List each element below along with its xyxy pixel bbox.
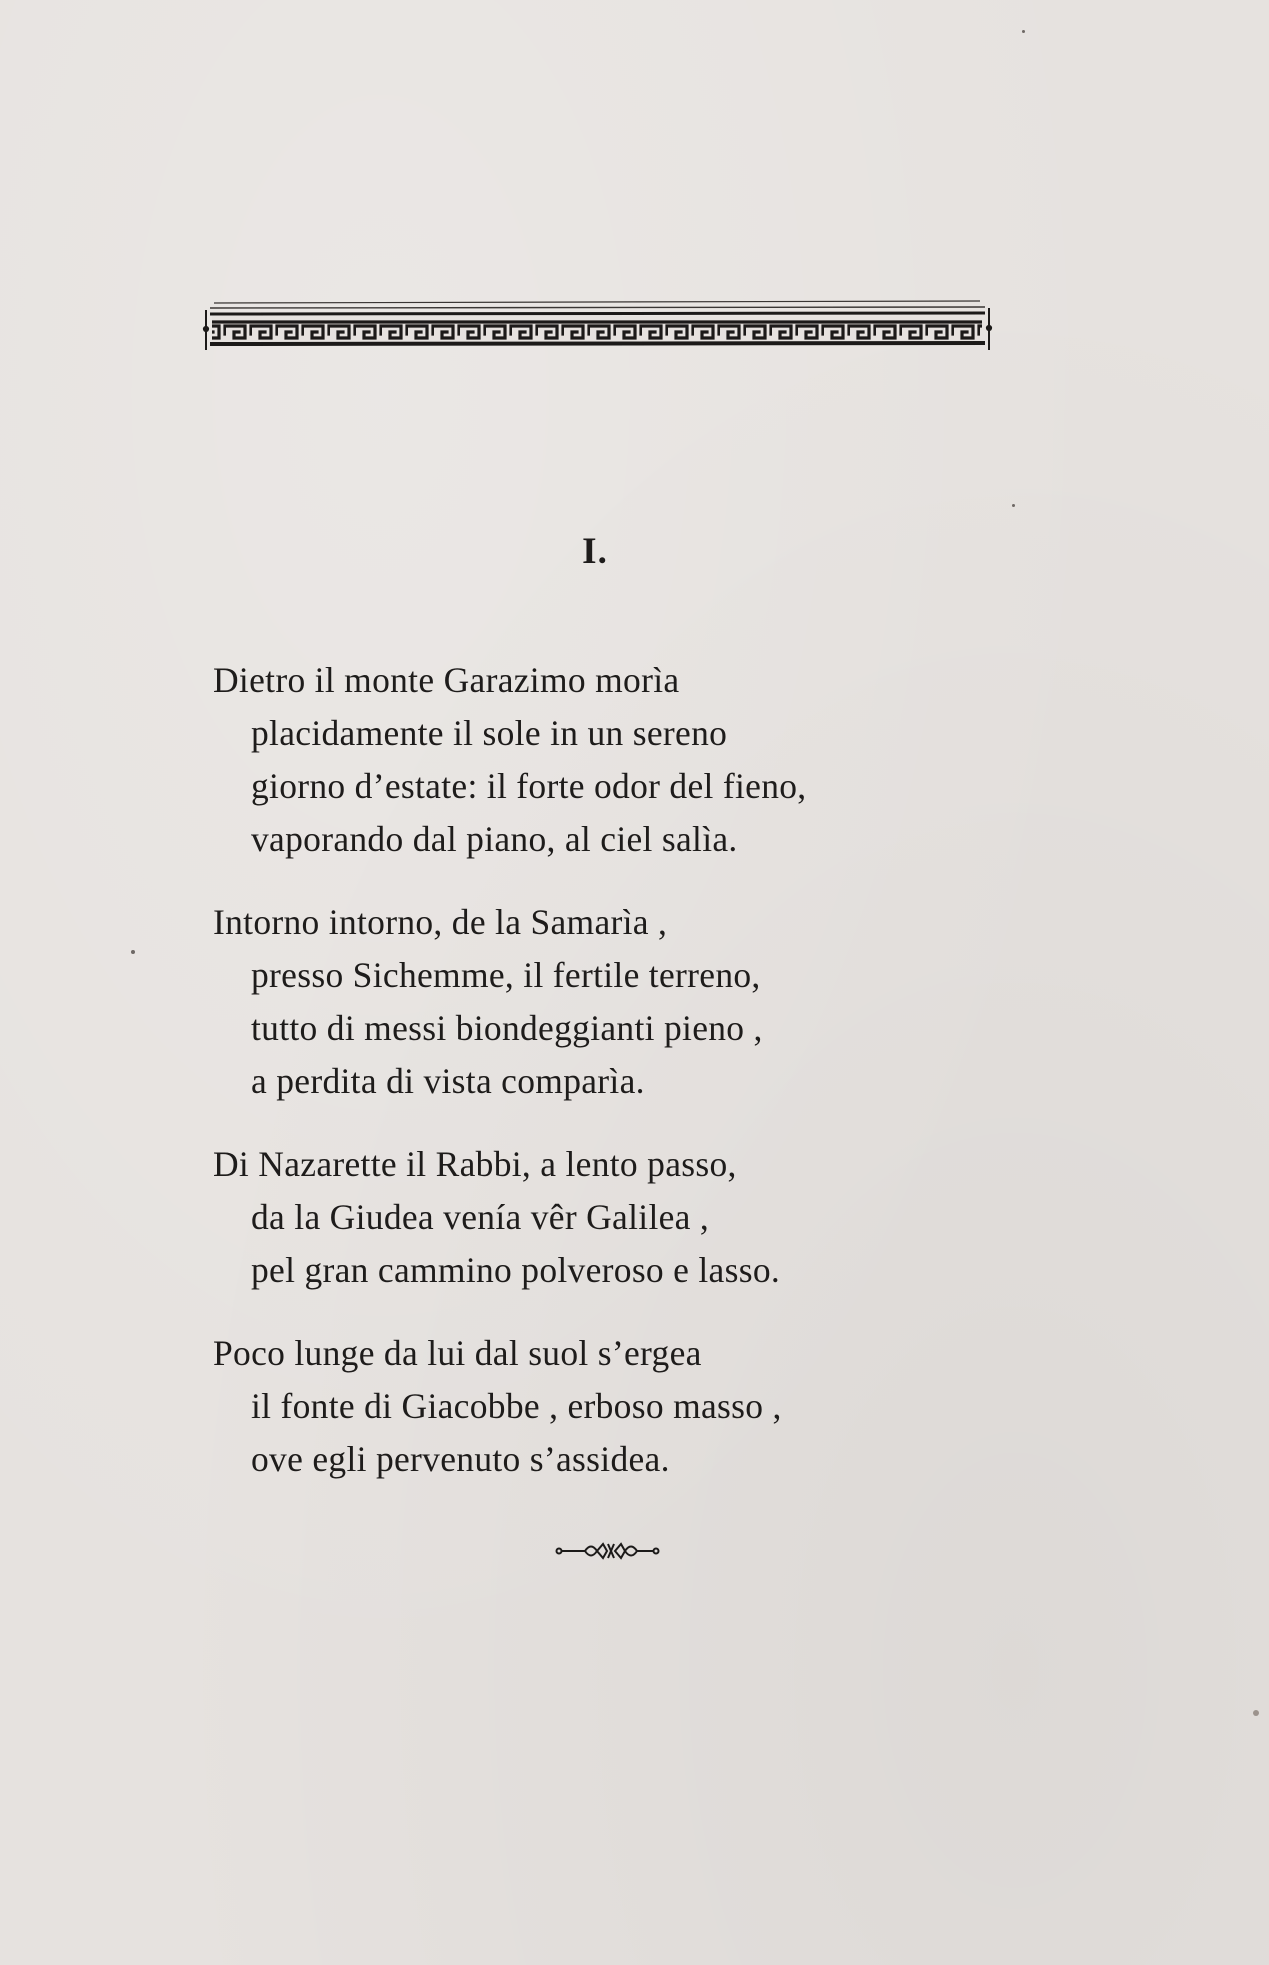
section-numeral: I.	[582, 531, 608, 572]
poem-line: da la Giudea venía vêr Galilea ,	[251, 1197, 710, 1237]
border-right-end-cap	[986, 308, 991, 350]
stanza-3	[213, 1138, 1113, 1297]
poem-line: il fonte di Giacobbe , erboso masso ,	[251, 1386, 782, 1426]
stanza-4	[213, 1327, 1113, 1486]
paper-speck	[131, 950, 135, 954]
poem	[213, 654, 1113, 1486]
poem-line: Poco lunge da lui dal suol s’ergea	[213, 1333, 702, 1373]
paper-speck	[1253, 1710, 1259, 1716]
floral-tailpiece-ornament	[555, 1538, 660, 1564]
poem-line: vaporando dal piano, al ciel salìa.	[251, 819, 738, 859]
poem-line: Intorno intorno, de la Samarìa ,	[213, 902, 668, 942]
paper-speck	[1012, 504, 1015, 507]
poem-line: Dietro il monte Garazimo morìa	[213, 660, 680, 700]
poem-line: ove egli pervenuto s’assidea.	[251, 1439, 670, 1479]
poem-line: giorno d’estate: il forte odor del fieno,	[251, 766, 807, 806]
stanza-1	[213, 654, 1113, 866]
poem-line: Di Nazarette il Rabbi, a lento passo,	[213, 1144, 737, 1184]
greek-key-border-ornament	[200, 300, 995, 360]
paper-speck	[1022, 30, 1025, 33]
poem-line: presso Sichemme, il fertile terreno,	[251, 955, 761, 995]
poem-line: pel gran cammino polveroso e lasso.	[251, 1250, 781, 1290]
poem-line: tutto di messi biondeggianti pieno ,	[251, 1008, 763, 1048]
border-left-end-cap	[203, 310, 208, 350]
poem-line: placidamente il sole in un sereno	[251, 713, 728, 753]
poem-line: a perdita di vista comparìa.	[251, 1061, 645, 1101]
stanza-2	[213, 896, 1113, 1108]
